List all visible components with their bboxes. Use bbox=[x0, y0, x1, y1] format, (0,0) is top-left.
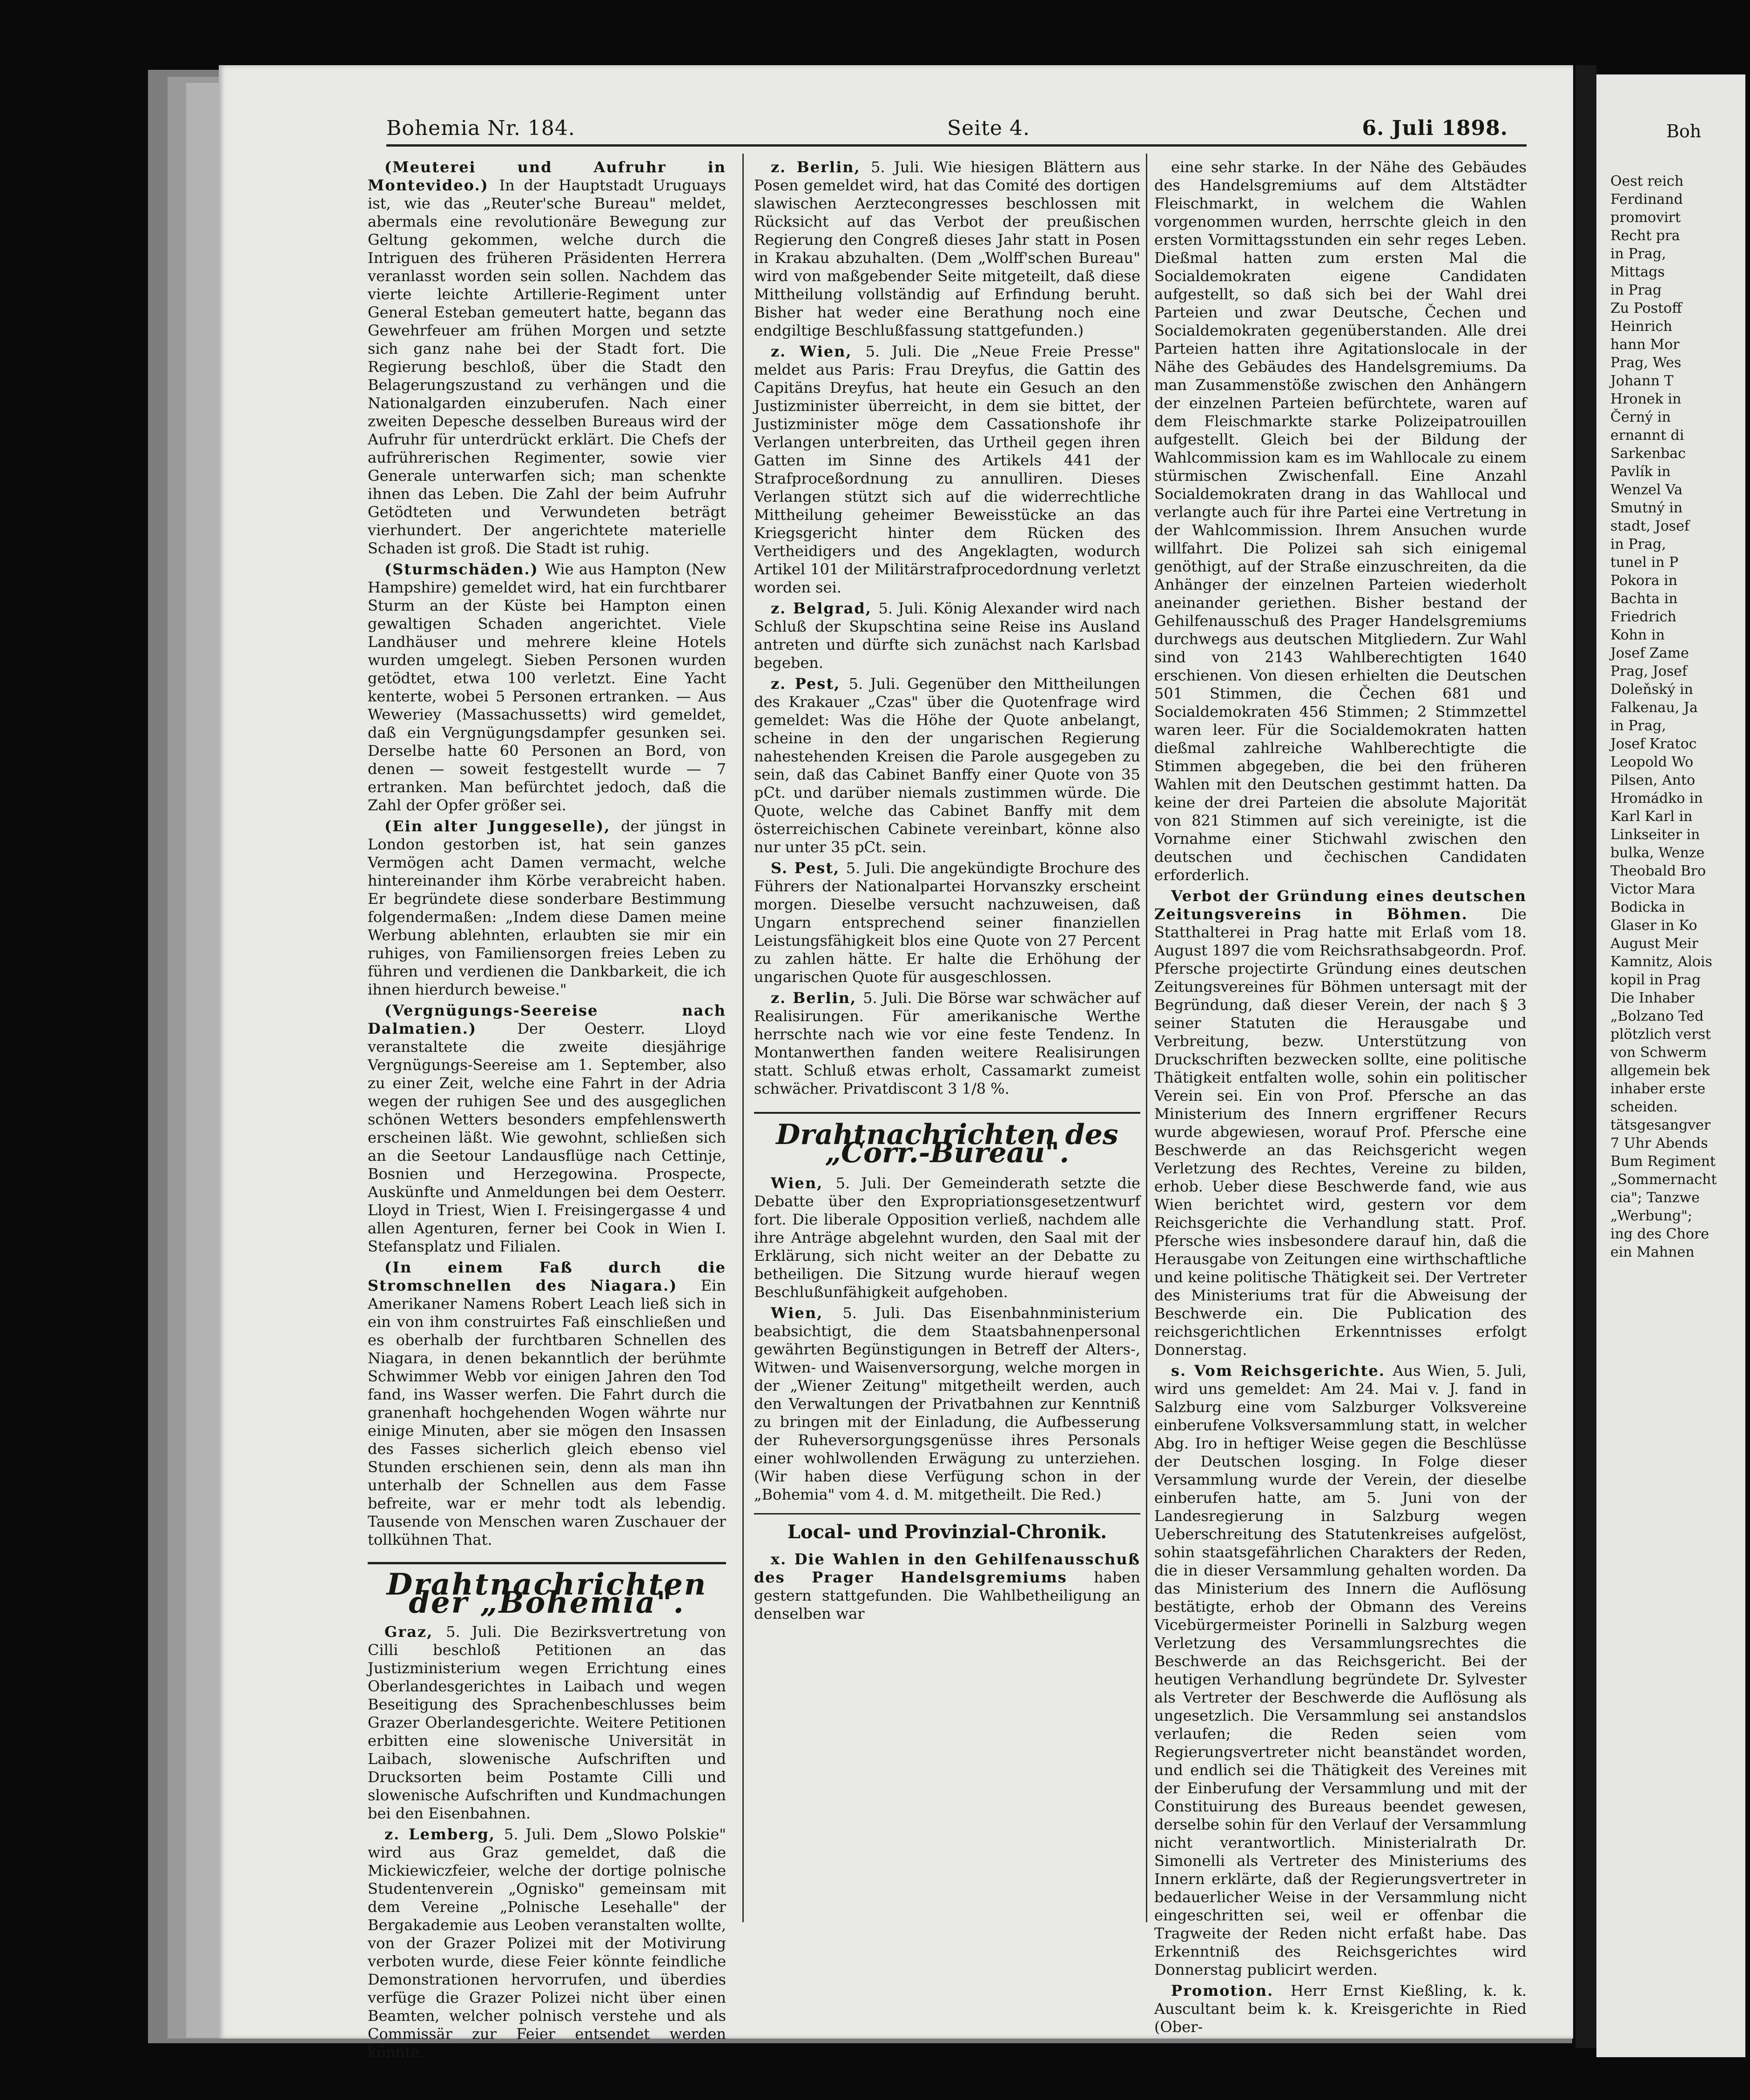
facing-page-line: in Prag, bbox=[1610, 246, 1666, 262]
facing-page-line: August Meir bbox=[1610, 936, 1698, 952]
facing-page-line: Oest reich bbox=[1610, 173, 1684, 189]
facing-page-line: ernannt di bbox=[1610, 427, 1684, 444]
facing-page-line: stadt, Josef bbox=[1610, 518, 1690, 534]
article-lead: (In einem Faß durch die Stromschnellen des Niagara.) bbox=[368, 1259, 726, 1294]
subsection-heading: Local- und Provinzial-Chronik. bbox=[754, 1513, 1140, 1541]
book-gutter bbox=[1575, 65, 1596, 2048]
article-lead: Promotion. bbox=[1171, 1982, 1291, 1999]
facing-page-line: Recht pra bbox=[1610, 228, 1680, 244]
facing-page-line: Zu Postoff bbox=[1610, 300, 1682, 316]
article bbox=[1154, 887, 1527, 1359]
facing-page-line: Doleňský in bbox=[1610, 681, 1693, 698]
facing-page bbox=[1596, 74, 1745, 2057]
article bbox=[368, 817, 726, 999]
article bbox=[754, 343, 1140, 597]
facing-page-line: Linkseiter in bbox=[1610, 827, 1700, 843]
article-lead: (Sturmschäden.) bbox=[384, 560, 545, 578]
article-text: Herr Ernst Kießling, k. k. Auscultant beim k. k. Kreisgerichte in Ried (Ober- bbox=[1154, 1982, 1527, 2036]
article-text: 5. Juli. Der Gemeinderath setzte die Debatte über den Expropriationsgesetzentwurf fort. Die liberale Opposition verließ, nachdem alle ihre Anträge abgelehnt wurden, den Saal mit der Erklärung, sich nicht weiter an der Debatte zu betheiligen. Die Sitzung wurde hierauf wegen Beschlußunfähigkeit aufgehoben. bbox=[754, 1174, 1141, 1301]
article bbox=[754, 1304, 1140, 1504]
facing-page-line: Victor Mara bbox=[1610, 881, 1696, 897]
article-text: 5. Juli. Wie hiesigen Blättern aus Posen gemeldet wird, hat das Comité des dortigen slawischen Aerztecongresses beschlossen mit Rücksicht auf das Verbot der preußischen Regierung den Congreß dieses Jahr statt in Posen in Krakau abzuhalten. (Dem „Wolff'schen Bureau" wird von maßgebender Seite mitgeteilt, daß diese Mittheilung vollständig auf Erfindung beruht. Bisher hat weder eine Berathung noch eine endgiltige Beschlußfassung stattgefunden.) bbox=[754, 158, 1141, 339]
article-list bbox=[368, 158, 726, 1549]
article-list bbox=[1154, 158, 1527, 2036]
facing-page-line: Hromádko in bbox=[1610, 790, 1703, 807]
column-2 bbox=[754, 158, 1140, 1964]
article bbox=[1154, 1362, 1527, 1979]
facing-page-line: ing des Chore bbox=[1610, 1226, 1709, 1242]
facing-page-line: in Prag bbox=[1610, 282, 1662, 298]
facing-page-line: Josef Zame bbox=[1610, 645, 1689, 661]
article-list bbox=[754, 158, 1140, 1098]
facing-page-line: Wenzel Va bbox=[1610, 482, 1683, 498]
article-text: Der Oesterr. Lloyd veranstaltete die zweite diesjährige Vergnügungs-Seereise am 1. September, also zu einer Zeit, welche eine Fahrt in der Adria wegen der ruhigen See und des ausgeglichen schönen Wetters besonders empfehlenswerth erscheinen läßt. Wie gewohnt, schließen sich an die Seetour Landausflüge nach Cettinje, Bosnien und Herzegowina. Prospecte, Auskünfte und Anmeldungen bei dem Oesterr. Lloyd in Triest, Wien I. Freisingergasse 4 und allen Agenturen, ferner bei Cook in Wien I. Stefansplatz und Filialen. bbox=[368, 1020, 727, 1255]
article-lead: (Ein alter Junggeselle), bbox=[384, 817, 621, 835]
article bbox=[368, 1002, 726, 1256]
article-lead: x. Die Wahlen in den Gehilfenausschuß des Prager Handelsgremiums bbox=[754, 1550, 1140, 1586]
article-lead: s. Vom Reichsgerichte. bbox=[1171, 1362, 1393, 1380]
masthead-issue: Bohemia Nr. 184. bbox=[386, 116, 575, 140]
article bbox=[754, 158, 1140, 340]
article-lead: z. Belgrad, bbox=[771, 599, 879, 617]
article-list bbox=[754, 1174, 1140, 1504]
article-text: 5. Juli. Das Eisenbahnministerium beabsichtigt, die dem Staatsbahnenpersonal gewährten Begünstigungen in Betreff der Alters-, Witwen- und Waisenversorgung, welche morgen in der „Wiener Zeitung" mitgetheilt werden, auch den Verwaltungen der Privatbahnen zur Kenntniß zu bringen mit der Einladung, die Aufbesserung der Ruheversorgungsgenüsse ihres Personals einer wohlwollenden Erwägung zu unterziehen. (Wir haben diese Verfügung schon in der „Bohemia" vom 4. d. M. mitgetheilt. Die Red.) bbox=[754, 1304, 1140, 1503]
article-list bbox=[368, 1623, 726, 2061]
article-list bbox=[754, 1550, 1140, 1623]
facing-page-line: „Bolzano Ted bbox=[1610, 1008, 1704, 1024]
article-text: Wie aus Hampton (New Hampshire) gemeldet wird, hat ein furchtbarer Sturm an der Küste bei Hampton einen gewaltigen Schaden angerichtet. Viele Landhäuser und mehrere kleine Hotels wurden umgelegt. Sieben Personen wurden getödtet, etwa 100 verletzt. Eine Yacht kenterte, wobei 5 Personen ertranken. — Aus Weweriey (Massachussetts) wird gemeldet, daß ein Vergnügungsdampfer gesunken sei. Derselbe hatte 60 Personen an Bord, von denen — soweit festgestellt wurde — 7 ertranken. Man befürchtet jedoch, daß die Zahl der Opfer größer sei. bbox=[368, 560, 727, 814]
facing-page-line: Die Inhaber bbox=[1610, 990, 1695, 1006]
facing-page-column bbox=[1610, 172, 1750, 1261]
page-header bbox=[386, 112, 1527, 147]
article-lead: z. Lemberg, bbox=[384, 1825, 504, 1843]
facing-page-line: kopil in Prag bbox=[1610, 972, 1701, 988]
article-text: Aus Wien, 5. Juli, wird uns gemeldet: Am 24. Mai v. J. fand in Salzburg eine vom Salzburger Volksvereine einberufene Volksversammlung statt, in welcher Abg. Iro in heftiger Weise gegen die Beschlüsse der Deutschen losging. In Folge dieser Versammlung wurde der Verein, der dieselbe einberufen hatte, am 5. Juni von der Landesregierung in Salzburg wegen Ueberschreitung des Statutenkreises aufgelöst, sohin staatsgefährlichen Charakters der Reden, die in dieser Versammlung gehalten worden. Da das Ministerium des Innern die Auflösung bestätigte, erhob der Obmann des Vereins Vicebürgermeister Porinelli in Salzburg wegen Verletzung des Versammlungsrechtes die Beschwerde an das Reichsgericht. Bei der heutigen Verhandlung begründete Dr. Sylvester als Vertreter der Beschwerde die Auflösung als ungesetzlich. Die Versammlung sei anstandslos verlaufen; die Reden seien vom Regierungsvertreter nicht beanständet worden, und endlich sei die Thätigkeit des Vereines mit der Einberufung der Versammlung und mit der Constituirung des Bureaus beendet gewesen, derselbe sohin für den Verlauf der Versammlung nicht verantwortlich. Ministerialrath Dr. Simonelli als Vertreter des Ministeriums des Innern erklärte, daß der Regierungsvertreter in bedauerlicher Weise in der Versammlung nicht eingeschritten sei, weil er offenbar die Tragweite der Reden nicht erfaßt habe. Das Erkenntniß des Reichsgerichtes wird Donnerstag publicirt werden. bbox=[1154, 1362, 1527, 1979]
article-text: 5. Juli. Gegenüber den Mittheilungen des Krakauer „Czas" über die Quotenfrage wird gemeldet: Was die Höhe der Quote anbelangt, scheine in den der ungarischen Regierung nahestehenden Kreisen die Parole ausgegeben zu sein, daß das Cabinet Banffy einer Quote von 35 pCt. und darüber niemals zustimmen würde. Die Quote, welche das Cabinet Banffy mit dem österreichischen Cabinete vereinbart, könne also nur unter 35 pCt. sein. bbox=[754, 675, 1140, 856]
article-text: Die Statthalterei in Prag hatte mit Erlaß vom 18. August 1897 die vom Reichsrathsabgeordn. Prof. Pfersche projectirte Gründung eines deutschen Zeitungsvereines für Böhmen untersagt mit der Begründung, daß dieser Verein, der nach § 3 seiner Statuten die Herausgabe und Verbreitung, bezw. Unterstützung von Druckschriften bezwecken sollte, eine politische Thätigkeit entfalten wolle, sohin ein politischer Verein sei. Ein von Prof. Pfersche an das Ministerium des Innern ergriffener Recurs wurde abgewiesen, worauf Prof. Pfersche eine Beschwerde an das Reichsgericht wegen Verletzung des Rechtes, Vereine zu bilden, erhob. Ueber diese Beschwerde fand, wie aus Wien berichtet wird, gestern vor dem Reichsgerichte die Verhandlung statt. Prof. Pfersche wies insbesondere darauf hin, daß die Herausgabe von Zeitungen eine wirthschaftliche und keine politische Thätigkeit sei. Der Vertreter des Ministeriums trat für die Abweisung der Beschwerde ein. Die Publication des reichsgerichtlichen Erkenntnisses erfolgt Donnerstag. bbox=[1154, 905, 1527, 1359]
facing-page-line: Smutný in bbox=[1610, 500, 1683, 516]
article-text: 5. Juli. Die „Neue Freie Presse" meldet aus Paris: Frau Dreyfus, die Gattin des Capitäns Dreyfus, hat heute ein Gesuch an den Justizminister überreicht, in dem sie bittet, der Justizminister möge dem Cassationshofe ihr Verlangen unterbreiten, das Urtheil gegen ihren Gatten im Sinne des Artikels 441 der Strafproceßordnung zu annulliren. Dieses Verlangen stützt sich auf die widerrechtliche Mittheilung geheimer Beweisstücke an das Kriegsgericht hinter dem Rücken des Vertheidigers und des Angeklagten, wodurch Artikel 101 der Militärstrafprocedordnung verletzt worden sei. bbox=[754, 343, 1141, 596]
article-text: 5. Juli. Die angekündigte Brochure des Führers der Nationalpartei Horvanszky erscheint morgen. Dieselbe versucht nachzuweisen, daß Ungarn entsprechend seiner finanziellen Leistungsfähigkeit blos eine Quote von 27 Percent zu zahlen hätte. Er halte die Erhöhung der ungarischen Quote für ausgeschlossen. bbox=[754, 859, 1141, 986]
article-text: 5. Juli. Die Bezirksvertretung von Cilli beschloß Petitionen an das Justizministerium wegen Errichtung eines Oberlandesgerichtes in Laibach und wegen Beseitigung des Sprachenbeschlusses beim Grazer Oberlandesgerichte. Weitere Petitionen erbitten eine slowenische Universität in Laibach, slowenische Aufschriften und Drucksorten beim Postamte Cilli und slowenische Aufschriften und Kundmachungen bei den Eisenbahnen. bbox=[368, 1623, 727, 1822]
section-heading: Drahtnachrichten des „Corr.-Bureau". bbox=[754, 1112, 1140, 1162]
facing-page-line: plötzlich verst bbox=[1610, 1026, 1711, 1043]
article-lead: Wien, bbox=[771, 1174, 836, 1192]
facing-page-line: Josef Kratoc bbox=[1610, 736, 1697, 752]
column-3 bbox=[1154, 158, 1527, 2036]
facing-page-line: Mittags bbox=[1610, 264, 1665, 280]
issue-date: 6. Juli 1898. bbox=[1362, 116, 1508, 140]
facing-page-line: Johann T bbox=[1610, 373, 1674, 389]
article-text: 5. Juli. Dem „Slowo Polskie" wird aus Graz gemeldet, daß die Mickiewiczfeier, welche der dortige polnische Studentenverein „Ognisko" gemeinsam mit dem Vereine „Polnische Lesehalle" der Bergakademie aus Leoben veranstalten wollte, von der Grazer Polizei mit der Motivirung verboten wurde, diese Feier könnte feindliche Demonstrationen hervorrufen, und überdies verfüge die Grazer Polizei nicht über einen Beamten, welcher polnisch verstehe und als Commissär zur Feier entsendet werden könnte. bbox=[368, 1825, 727, 2061]
facing-page-line: in Prag, bbox=[1610, 718, 1666, 734]
facing-page-line: Bodicka in bbox=[1610, 899, 1685, 915]
article bbox=[754, 1550, 1140, 1623]
article-lead: Wien, bbox=[771, 1304, 843, 1322]
facing-page-line: Falkenau, Ja bbox=[1610, 700, 1698, 716]
facing-page-line: tunel in P bbox=[1610, 554, 1679, 571]
column-rule bbox=[742, 154, 744, 1922]
facing-page-line: tätsgesangver bbox=[1610, 1117, 1711, 1133]
article bbox=[1154, 1982, 1527, 2036]
facing-page-line: Pavlík in bbox=[1610, 464, 1671, 480]
page-number: Seite 4. bbox=[947, 116, 1030, 140]
facing-page-line: Glaser in Ko bbox=[1610, 917, 1697, 934]
facing-page-line: „Werbung"; bbox=[1610, 1208, 1692, 1224]
article bbox=[368, 560, 726, 814]
article-text: 5. Juli. König Alexander wird nach Schluß der Skupschtina seine Reise ins Ausland antreten und dürfte sich zunächst nach Karlsbad begeben. bbox=[754, 599, 1141, 672]
column-1 bbox=[368, 158, 727, 2061]
article bbox=[368, 1825, 726, 2061]
article bbox=[368, 158, 726, 558]
facing-page-line: ein Mahnen bbox=[1610, 1244, 1695, 1260]
facing-page-line: Heinrich bbox=[1610, 318, 1672, 335]
facing-page-line: Bum Regiment bbox=[1610, 1153, 1716, 1170]
article bbox=[754, 859, 1140, 986]
facing-page-line: Theobald Bro bbox=[1610, 863, 1706, 879]
article bbox=[754, 989, 1140, 1098]
article bbox=[368, 1623, 726, 1823]
article-text: Ein Amerikaner Namens Robert Leach ließ sich in ein von ihm construirtes Faß einschließen und es oberhalb der furchtbaren Schnellen des Niagara, in denen bekanntlich der berühmte Schwimmer Webb vor einigen Jahren den Tod fand, ins Wasser werfen. Die Fahrt durch die granenhaft hochgehenden Wogen währte nur einige Minuten, aber sie mögen den Insassen des Fasses sicherlich gleich ebenso viel Stunden erschienen sein, denn als man ihn unterhalb der Schnellen aus dem Fasse befreite, war er mehr todt als lebendig. Tausende von Menschen waren Zuschauer der tollkühnen That. bbox=[368, 1277, 726, 1548]
facing-page-line: promovirt bbox=[1610, 209, 1681, 226]
article bbox=[754, 675, 1140, 856]
facing-page-line: Prag, Wes bbox=[1610, 355, 1682, 371]
facing-page-line: von Schwerm bbox=[1610, 1044, 1707, 1061]
facing-page-line: Hronek in bbox=[1610, 391, 1682, 407]
facing-page-line: Prag, Josef bbox=[1610, 663, 1688, 680]
article-lead: z. Berlin, bbox=[771, 989, 863, 1007]
facing-page-line: Sarkenbac bbox=[1610, 445, 1686, 462]
article-text: 5. Juli. Die Börse war schwächer auf Realisirungen. Für amerikanische Werthe herrschte nach wie vor eine feste Tendenz. In Montanwerthen fanden weitere Realisirungen statt. Schluß etwas erholt, Cassamarkt zumeist schwächer. Privatdiscont 3 1/8 %. bbox=[754, 989, 1141, 1097]
article-lead: S. Pest, bbox=[771, 859, 846, 877]
facing-page-line: in Prag, bbox=[1610, 536, 1666, 552]
facing-page-line: cia"; Tanzwe bbox=[1610, 1190, 1700, 1206]
article bbox=[754, 1174, 1140, 1301]
facing-running-head: Boh bbox=[1666, 121, 1702, 141]
facing-page-line: Černý in bbox=[1610, 409, 1671, 425]
facing-page-line: Pilsen, Anto bbox=[1610, 772, 1696, 788]
article bbox=[368, 1259, 726, 1549]
facing-page-line: Bachta in bbox=[1610, 591, 1678, 607]
facing-page-line: Ferdinand bbox=[1610, 191, 1683, 208]
facing-page-line: Friedrich bbox=[1610, 609, 1676, 625]
article-lead: z. Wien, bbox=[771, 343, 866, 360]
article-text: eine sehr starke. In der Nähe des Gebäudes des Handelsgremiums auf dem Altstädter Fleischmarkt, in welchem die Wahlen vorgenommen wurden, herrschte gleich in den ersten Vormittagsstunden ein sehr reges Leben. Dießmal hatten zum ersten Mal die Socialdemokraten eigene Candidaten aufgestellt, so daß sich bei der Wahl drei Parteien und zwar Deutsche, Čechen und Socialdemokraten gegenüberstanden. Alle drei Parteien hatten ihre Agitationslocale in der Nähe des Gebäudes des Handelsgremiums. Da man Zusammenstöße zwischen den Anhängern der einzelnen Parteien befürchtete, waren auf dem Fleischmarkte starke Polizeipatrouillen aufgestellt. Gleich bei der Bildung der Wahlcommission kam es im Wahllocale zu einem stürmischen Zwischenfall. Eine Anzahl Socialdemokraten drang in das Wahllocal und verlangte auch für ihre Partei eine Vertretung in der Wahlcommission. Ihrem Ansuchen wurde willfahrt. Die Polizei sah sich einigemal genöthigt, auf der Straße einzuschreiten, da die Anhänger der einzelnen Parteien wiederholt aneinander geriethen. Bisher bestand der Gehilfenausschuß des Prager Handelsgremiums durchwegs aus deutschen Mitgliedern. Zur Wahl sind von 2143 Wahlberechtigten 1640 erschienen. Von diesen erhielten die Deutschen 501 Stimmen, die Čechen 681 und Socialdemokraten 456 Stimmen; 2 Stimmzettel waren leer. Für die Socialdemokraten hatten dießmal zahlreiche Wahlberechtigte die Stimmen abgegeben, die bei den früheren Wahlen mit den Deutschen gestimmt hatten. Da keine der drei Parteien die absolute Majorität von 821 Stimmen auf sich vereinigte, ist die Vornahme einer Stichwahl zwischen den deutschen und čechischen Candidaten erforderlich. bbox=[1154, 158, 1527, 884]
facing-page-line: Leopold Wo bbox=[1610, 754, 1694, 770]
article-lead: Verbot der Gründung eines deutschen Zeitungsvereins in Böhmen. bbox=[1154, 887, 1527, 923]
article-text: In der Hauptstadt Uruguays ist, wie das „Reuter'sche Bureau" meldet, abermals eine revolutionäre Bewegung zur Geltung gekommen, welche durch die Intriguen des früheren Präsidenten Herrera veranlasst worden sein sollen. Nachdem das vierte leichte Artillerie-Regiment unter General Esteban gemeutert hatte, begann das Gewehrfeuer am frühen Morgen und setzte sich ganz nahe bei der Stadt fort. Die Regierung beschloß, über die Stadt den Belagerungszustand zu verhängen und die Nationalgarden einzuberufen. Nach einer zweiten Depesche desselben Bureaus wird der Aufruhr für unterdrückt erklärt. Die Chefs der aufrührerischen Regimenter, sowie vier Generale unterwarfen sich; man schenkte ihnen das Leben. Die Zahl der beim Aufruhr Getödteten und Verwundeten beträgt vierhundert. Der angerichtete materielle Schaden ist groß. Die Stadt ist ruhig. bbox=[368, 176, 727, 557]
article-lead: (Vergnügungs-Seereise nach Dalmatien.) bbox=[368, 1002, 726, 1037]
facing-page-line: bulka, Wenze bbox=[1610, 845, 1705, 861]
article-lead: z. Pest, bbox=[771, 675, 849, 693]
facing-page-line: scheiden. bbox=[1610, 1099, 1678, 1115]
article-lead: Graz, bbox=[384, 1623, 446, 1641]
facing-page-line: Kamnitz, Alois bbox=[1610, 954, 1712, 970]
facing-page-line: hann Mor bbox=[1610, 337, 1680, 353]
article-text: der jüngst in London gestorben ist, hat sein ganzes Vermögen acht Damen vermacht, welche hintereinander ihm Körbe verabreicht haben. Er begründete diese sonderbare Bestimmung folgendermaßen: „Indem diese Damen meine Werbung ablehnten, erlaubten sie mir ein ruhiges, von Familiensorgen freies Leben zu führen und verdienen die Dankbarkeit, die ich ihnen hierdurch beweise." bbox=[368, 817, 726, 998]
facing-page-line: „Sommernacht bbox=[1610, 1171, 1717, 1188]
facing-page-line: 7 Uhr Abends bbox=[1610, 1135, 1708, 1151]
facing-page-line: inhaber erste bbox=[1610, 1081, 1706, 1097]
article bbox=[1154, 158, 1527, 884]
facing-page-line: Karl Karl in bbox=[1610, 808, 1693, 825]
facing-page-line: Kohn in bbox=[1610, 627, 1665, 643]
article-text: haben gestern stattgefunden. Die Wahlbetheiligung an denselben war bbox=[754, 1568, 1140, 1622]
column-rule bbox=[1146, 154, 1147, 1922]
article-lead: z. Berlin, bbox=[771, 158, 871, 176]
article bbox=[754, 599, 1140, 672]
article-lead: (Meuterei und Aufruhr in Montevideo.) bbox=[368, 158, 726, 194]
facing-page-line: allgemein bek bbox=[1610, 1063, 1710, 1079]
section-heading: Drahtnachrichten der „Bohemia". bbox=[368, 1562, 726, 1612]
facing-page-line: Pokora in bbox=[1610, 572, 1677, 589]
